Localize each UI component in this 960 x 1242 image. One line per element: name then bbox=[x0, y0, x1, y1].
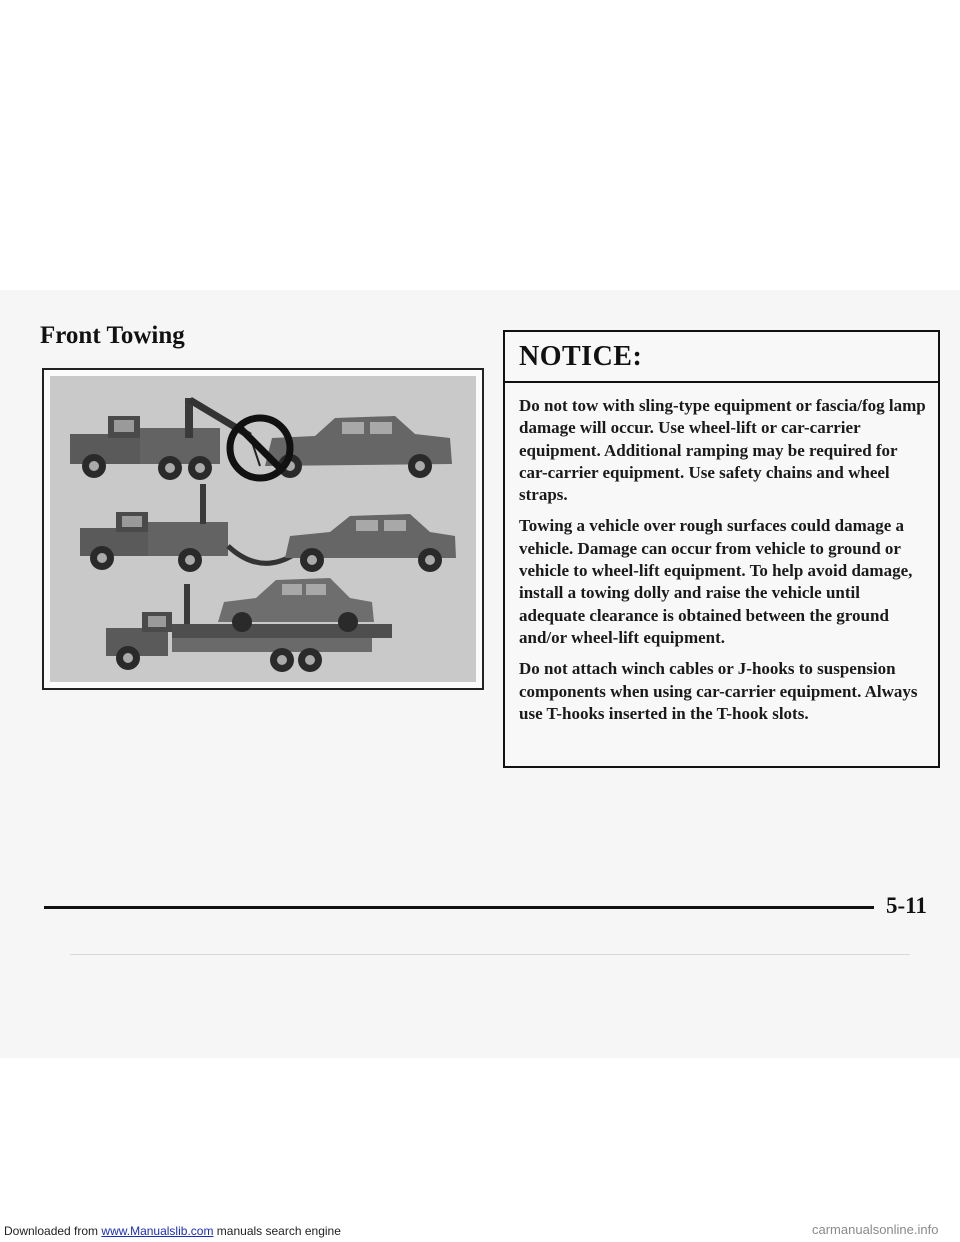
section-title: Front Towing bbox=[40, 322, 185, 349]
notice-body bbox=[505, 383, 938, 725]
no-sling-tow-icon bbox=[70, 398, 452, 480]
notice-header bbox=[505, 332, 938, 383]
footer-rule bbox=[44, 906, 874, 909]
page-number: 5-11 bbox=[886, 893, 927, 918]
download-banner bbox=[4, 1224, 341, 1238]
page-top-margin bbox=[0, 0, 960, 290]
notice-paragraph-sling: Do not tow with sling-type equipment or fascia/fog lamp damage will occur. Use wheel-lift or car-carrier equipment. Additional ramping may be required for car-carrier equipment. Use safety chains and wheel straps. bbox=[519, 396, 926, 505]
towing-illustration bbox=[42, 368, 484, 690]
illustration-background bbox=[50, 376, 476, 682]
car-carrier-tow-icon bbox=[106, 578, 392, 672]
notice-box bbox=[503, 330, 940, 768]
notice-title: NOTICE: bbox=[519, 340, 643, 372]
watermark: carmanualsonline.info bbox=[812, 1222, 939, 1237]
download-banner-suffix: manuals search engine bbox=[216, 1224, 341, 1238]
scan-line bbox=[70, 954, 910, 955]
wheel-lift-tow-icon bbox=[80, 484, 456, 572]
notice-paragraph-winch-cables: Do not attach winch cables or J-hooks to suspension components when using car-carrier equipment. Always use T-hooks inserted in the T-hook slots. bbox=[519, 659, 918, 723]
towing-methods-drawing bbox=[50, 376, 476, 682]
notice-paragraph-rough-surfaces: Towing a vehicle over rough surfaces could damage a vehicle. Damage can occur from vehicle to ground or vehicle to wheel-lift equipment. To help avoid damage, install a towing dolly and raise the vehicle until adequate clearance is obtained between the ground and/or wheel-lift equipment. bbox=[519, 516, 913, 647]
download-banner-prefix: Downloaded from bbox=[4, 1224, 99, 1238]
page-bottom-margin bbox=[0, 1058, 960, 1242]
manualslib-link[interactable]: www.Manualslib.com bbox=[101, 1224, 214, 1238]
